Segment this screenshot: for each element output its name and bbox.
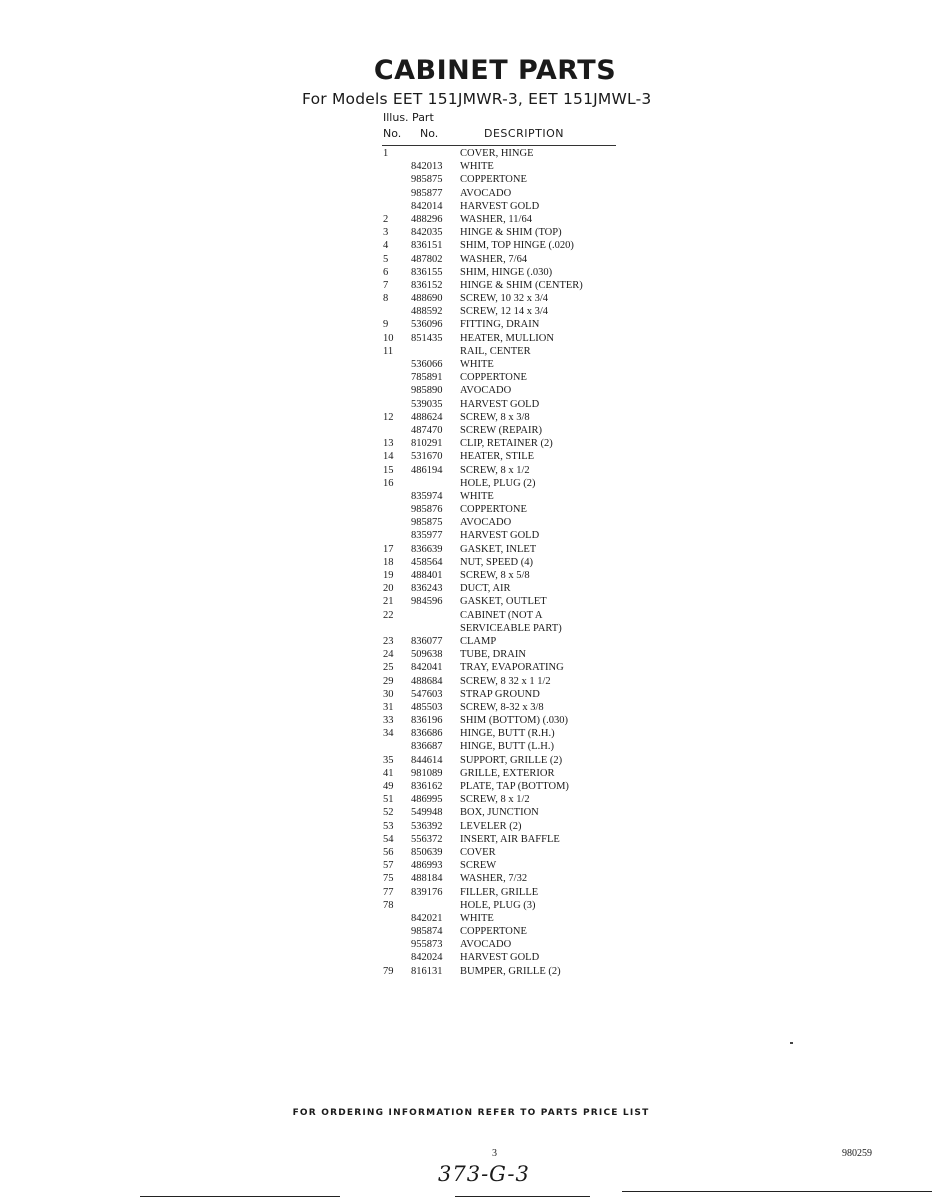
part-number: 536392: [411, 820, 443, 832]
part-number: 984596: [411, 596, 443, 608]
part-number: 539035: [411, 398, 443, 410]
part-description: WASHER, 7/32: [460, 873, 528, 885]
part-description: SHIM, TOP HINGE (.020): [460, 240, 574, 252]
illus-number: 2: [383, 213, 389, 225]
part-description: SCREW, 8 x 3/8: [460, 411, 530, 423]
part-description: HEATER, MULLION: [460, 332, 554, 344]
illus-number: 1: [383, 148, 389, 159]
illus-number: 57: [383, 860, 394, 872]
part-number: 850639: [411, 846, 443, 858]
illus-number: 9: [383, 319, 389, 331]
part-description: HOLE, PLUG (2): [460, 477, 536, 489]
part-description: HOLE, PLUG (3): [460, 899, 536, 911]
part-number: 835974: [411, 490, 443, 502]
illus-number: 53: [383, 820, 394, 832]
illus-number: 41: [383, 767, 394, 779]
part-description: LEVELER (2): [460, 820, 522, 832]
illus-number: 24: [383, 649, 394, 661]
illus-number: 35: [383, 754, 394, 766]
part-number: 836243: [411, 583, 443, 595]
part-description: SHIM, HINGE (.030): [460, 266, 553, 278]
part-description: TUBE, DRAIN: [460, 649, 526, 661]
illus-number: 30: [383, 688, 394, 700]
illus-number: 8: [383, 293, 389, 305]
illus-number: 4: [383, 240, 389, 252]
part-number: 985876: [411, 504, 443, 516]
part-description: WHITE: [460, 912, 494, 924]
part-number: 486995: [411, 794, 443, 806]
part-number: 842013: [411, 161, 443, 173]
column-header-description: DESCRIPTION: [484, 127, 564, 140]
part-number: 486993: [411, 860, 443, 872]
part-description: SCREW, 8 x 1/2: [460, 794, 530, 806]
part-description: HINGE & SHIM (TOP): [460, 227, 562, 239]
part-number: 816131: [411, 965, 443, 977]
part-number: 851435: [411, 332, 443, 344]
page-number: 3: [492, 1148, 497, 1159]
part-description: SCREW, 10 32 x 3/4: [460, 293, 548, 305]
part-number: 810291: [411, 438, 443, 450]
part-description: HARVEST GOLD: [460, 952, 540, 964]
part-number: 488690: [411, 293, 443, 305]
illus-number: 10: [383, 332, 394, 344]
illus-number: 49: [383, 781, 394, 792]
part-number: 536066: [411, 359, 443, 370]
part-number: 458564: [411, 556, 443, 568]
part-number: 488592: [411, 306, 443, 318]
part-description: WHITE: [460, 490, 494, 502]
part-number: 842035: [411, 227, 443, 239]
part-description: AVOCADO: [460, 385, 512, 397]
illus-number: 22: [383, 609, 394, 621]
part-number: 839176: [411, 886, 443, 898]
illus-number: 21: [383, 596, 394, 608]
part-description: SCREW, 8-32 x 3/8: [460, 701, 544, 713]
part-description: WHITE: [460, 161, 494, 173]
part-description: HEATER, STILE: [460, 451, 535, 463]
illus-number: 52: [383, 807, 394, 819]
part-description: SERVICEABLE PART): [460, 622, 562, 634]
document-number: 980259: [842, 1148, 872, 1159]
part-number: 549948: [411, 807, 443, 819]
part-description: INSERT, AIR BAFFLE: [460, 833, 560, 845]
part-number: 985875: [411, 174, 443, 186]
part-number: 985890: [411, 385, 443, 397]
part-description: BUMPER, GRILLE (2): [460, 965, 561, 977]
part-description: DUCT, AIR: [460, 583, 511, 595]
part-description: RAIL, CENTER: [460, 345, 531, 357]
part-number: 836155: [411, 266, 443, 278]
illus-number: 79: [383, 965, 394, 977]
illus-number: 34: [383, 728, 394, 740]
illus-number: 23: [383, 635, 394, 647]
part-description: STRAP GROUND: [460, 688, 540, 700]
handwritten-code: 373-G-3: [438, 1162, 530, 1186]
column-header-illus-part: Illus. Part: [383, 111, 434, 124]
illus-number: 29: [383, 675, 394, 687]
part-description: COPPERTONE: [460, 504, 527, 516]
part-number: 836152: [411, 279, 443, 291]
part-description: HARVEST GOLD: [460, 398, 540, 410]
part-description: WASHER, 11/64: [460, 213, 532, 225]
part-number: 836162: [411, 781, 443, 792]
part-description: GRILLE, EXTERIOR: [460, 767, 555, 779]
part-description: HINGE & SHIM (CENTER): [460, 279, 583, 291]
part-number: 547603: [411, 688, 443, 700]
column-header-illus-no: No.: [383, 127, 402, 140]
illus-number: 6: [383, 266, 389, 278]
ordering-note: FOR ORDERING INFORMATION REFER TO PARTS PRICE LIST: [292, 1108, 650, 1118]
illus-number: 54: [383, 833, 394, 845]
part-number: 842021: [411, 912, 443, 924]
models-subtitle: For Models EET 151JMWR-3, EET 151JMWL-3: [302, 90, 652, 108]
part-number: 485503: [411, 701, 443, 713]
illus-number: 18: [383, 556, 394, 568]
part-number: 985877: [411, 187, 443, 199]
part-description: SCREW, 8 x 5/8: [460, 570, 530, 581]
part-number: 985875: [411, 517, 443, 529]
illus-number: 31: [383, 701, 394, 713]
part-description: COPPERTONE: [460, 372, 527, 384]
part-number: 842041: [411, 662, 443, 674]
part-description: SCREW, 8 32 x 1 1/2: [460, 675, 551, 687]
part-description: AVOCADO: [460, 187, 512, 199]
illus-number: 77: [383, 886, 394, 898]
illus-number: 25: [383, 662, 394, 674]
column-header-part-no: No.: [420, 127, 439, 140]
illus-number: 17: [383, 543, 394, 555]
part-number: 842014: [411, 200, 443, 212]
illus-number: 19: [383, 570, 394, 581]
part-description: PLATE, TAP (BOTTOM): [460, 781, 569, 792]
part-number: 836151: [411, 240, 443, 252]
part-number: 981089: [411, 767, 443, 779]
part-number: 836196: [411, 715, 443, 727]
part-description: COPPERTONE: [460, 926, 527, 938]
part-description: COVER, HINGE: [460, 148, 534, 159]
part-number: 842024: [411, 952, 443, 964]
part-number: 785891: [411, 372, 443, 384]
part-description: SCREW: [460, 860, 497, 872]
illus-number: 5: [383, 253, 389, 265]
bottom-rule-right: [622, 1191, 932, 1192]
part-description: HARVEST GOLD: [460, 530, 540, 542]
part-description: TRAY, EVAPORATING: [460, 662, 564, 674]
part-number: 531670: [411, 451, 443, 463]
header-divider: [382, 145, 616, 146]
part-description: AVOCADO: [460, 517, 512, 529]
illus-number: 33: [383, 715, 394, 727]
illus-number: 12: [383, 411, 394, 423]
part-number: 488296: [411, 213, 443, 225]
part-number: 488401: [411, 570, 443, 581]
part-description: WHITE: [460, 359, 494, 370]
part-number: 836687: [411, 741, 443, 753]
part-description: HINGE, BUTT (L.H.): [460, 741, 554, 753]
part-description: AVOCADO: [460, 939, 512, 951]
part-number: 844614: [411, 754, 443, 766]
part-number: 488184: [411, 873, 443, 885]
part-number: 836639: [411, 543, 443, 555]
bottom-rule-left: [140, 1196, 340, 1197]
illus-number: 13: [383, 438, 394, 450]
part-description: SHIM (BOTTOM) (.030): [460, 715, 569, 727]
part-description: SUPPORT, GRILLE (2): [460, 754, 563, 766]
part-number: 488624: [411, 411, 443, 423]
part-description: NUT, SPEED (4): [460, 556, 534, 568]
part-description: GASKET, INLET: [460, 543, 537, 555]
part-description: CLAMP: [460, 635, 497, 647]
part-description: FILLER, GRILLE: [460, 886, 539, 898]
part-number: 486194: [411, 464, 443, 476]
part-description: HARVEST GOLD: [460, 200, 540, 212]
part-description: WASHER, 7/64: [460, 253, 528, 265]
part-number: 509638: [411, 649, 443, 661]
part-description: SCREW, 8 x 1/2: [460, 464, 530, 476]
illus-number: 3: [383, 227, 389, 239]
part-number: 487470: [411, 424, 443, 436]
part-description: CLIP, RETAINER (2): [460, 438, 553, 450]
part-description: FITTING, DRAIN: [460, 319, 540, 331]
illus-number: 7: [383, 279, 389, 291]
part-description: GASKET, OUTLET: [460, 596, 547, 608]
part-number: 556372: [411, 833, 443, 845]
part-number: 487802: [411, 253, 443, 265]
illus-number: 15: [383, 464, 394, 476]
illus-number: 51: [383, 794, 394, 806]
part-number: 985874: [411, 926, 443, 938]
part-number: 488684: [411, 675, 443, 687]
illus-number: 56: [383, 846, 394, 858]
illus-number: 14: [383, 451, 394, 463]
part-description: SCREW, 12 14 x 3/4: [460, 306, 548, 318]
part-description: SCREW (REPAIR): [460, 424, 542, 436]
part-number: 836077: [411, 635, 443, 647]
part-description: HINGE, BUTT (R.H.): [460, 728, 555, 740]
part-description: COPPERTONE: [460, 174, 527, 186]
scan-speck: [790, 1042, 793, 1044]
bottom-rule-center: [455, 1196, 590, 1197]
illus-number: 20: [383, 583, 394, 595]
illus-number: 75: [383, 873, 394, 885]
part-number: 835977: [411, 530, 443, 542]
illus-number: 11: [383, 345, 394, 357]
part-number: 955873: [411, 939, 443, 951]
part-description: BOX, JUNCTION: [460, 807, 539, 819]
part-description: COVER: [460, 846, 496, 858]
part-number: 836686: [411, 728, 443, 740]
illus-number: 78: [383, 899, 394, 911]
illus-number: 16: [383, 477, 394, 489]
part-description: CABINET (NOT A: [460, 609, 543, 621]
page-title: CABINET PARTS: [373, 55, 617, 86]
part-number: 536096: [411, 319, 443, 331]
